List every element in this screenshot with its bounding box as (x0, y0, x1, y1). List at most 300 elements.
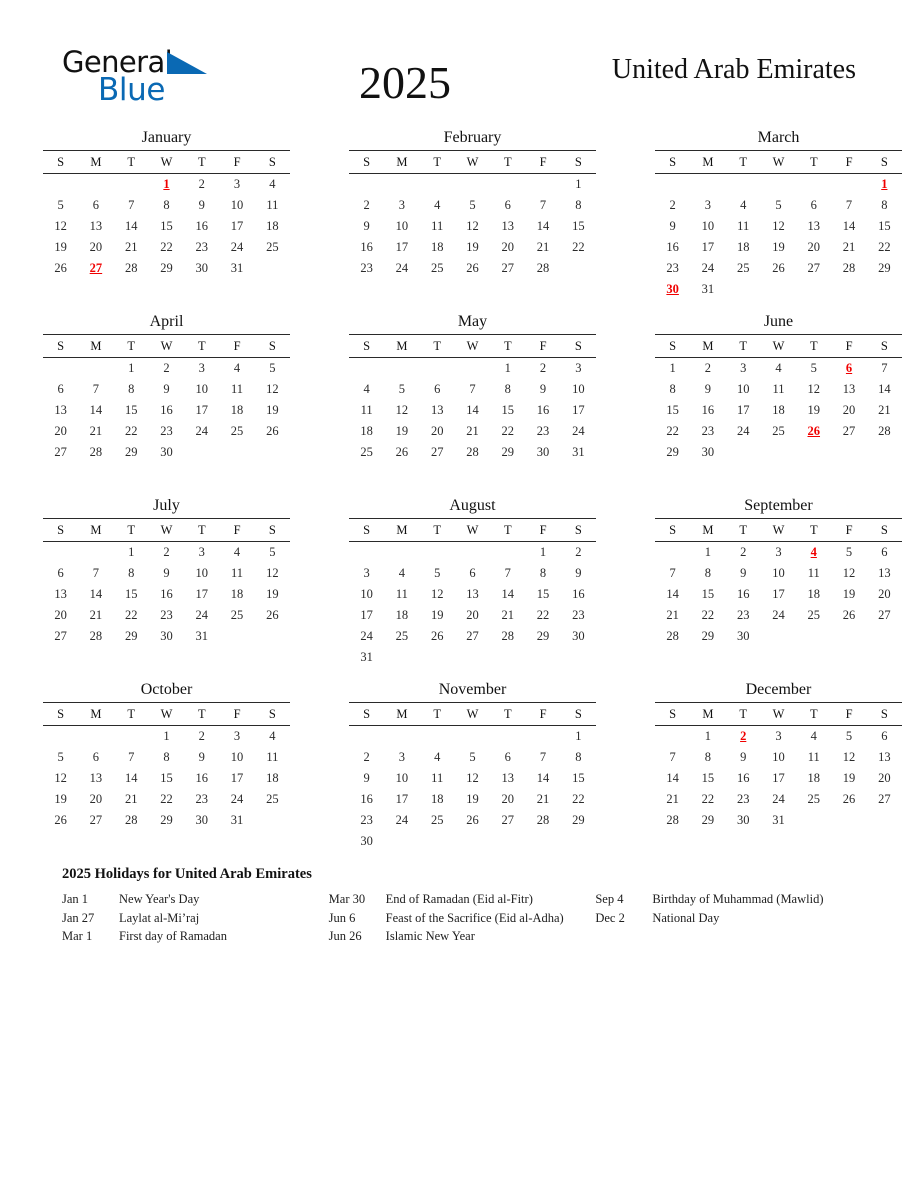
day-cell[interactable]: 6 (57, 382, 64, 396)
day-cell[interactable]: 23 (360, 813, 373, 827)
day-cell[interactable]: 2 (198, 177, 205, 191)
day-cell[interactable]: 23 (160, 608, 173, 622)
day-cell[interactable]: 4 (740, 198, 747, 212)
day-cell[interactable]: 7 (539, 198, 547, 212)
day-cell[interactable]: 24 (701, 261, 715, 275)
day-cell[interactable]: 6 (92, 750, 100, 764)
day-cell[interactable]: 24 (230, 792, 244, 806)
day-cell[interactable]: 19 (807, 403, 821, 417)
day-cell[interactable]: 3 (198, 545, 205, 559)
day-cell[interactable]: 7 (92, 566, 100, 580)
day-cell[interactable]: 5 (469, 750, 476, 764)
day-cell[interactable]: 4 (233, 361, 241, 375)
day-cell[interactable]: 14 (666, 587, 679, 601)
day-cell[interactable]: 5 (434, 566, 441, 580)
day-cell[interactable]: 11 (807, 566, 820, 580)
day-cell[interactable]: 18 (430, 792, 444, 806)
day-cell[interactable]: 16 (736, 771, 750, 785)
day-cell-holiday[interactable]: 27 (89, 261, 103, 275)
day-cell[interactable]: 5 (775, 198, 782, 212)
day-cell[interactable]: 25 (266, 240, 279, 254)
day-cell[interactable]: 20 (466, 608, 479, 622)
day-cell[interactable]: 16 (195, 771, 209, 785)
day-cell[interactable]: 19 (395, 424, 409, 438)
day-cell[interactable]: 2 (198, 729, 205, 743)
day-cell[interactable]: 22 (160, 240, 173, 254)
day-cell[interactable]: 11 (266, 198, 279, 212)
day-cell[interactable]: 25 (807, 792, 821, 806)
day-cell-holiday[interactable]: 4 (810, 545, 817, 559)
day-cell[interactable]: 19 (842, 771, 856, 785)
day-cell[interactable]: 20 (54, 608, 67, 622)
day-cell[interactable]: 23 (160, 424, 173, 438)
day-cell[interactable]: 7 (128, 750, 135, 764)
day-cell[interactable]: 24 (360, 629, 373, 643)
day-cell[interactable]: 11 (395, 587, 408, 601)
day-cell[interactable]: 13 (54, 403, 67, 417)
day-cell[interactable]: 17 (572, 403, 585, 417)
day-cell[interactable]: 1 (704, 729, 712, 743)
day-cell[interactable]: 29 (701, 813, 715, 827)
day-cell[interactable]: 23 (666, 261, 679, 275)
day-cell[interactable]: 17 (360, 608, 373, 622)
day-cell[interactable]: 26 (772, 261, 785, 275)
day-cell[interactable]: 26 (466, 261, 479, 275)
day-cell[interactable]: 11 (231, 382, 244, 396)
day-cell[interactable]: 18 (266, 219, 279, 233)
day-cell[interactable]: 25 (395, 629, 409, 643)
day-cell[interactable]: 7 (539, 750, 547, 764)
day-cell[interactable]: 17 (772, 771, 785, 785)
day-cell[interactable]: 15 (124, 403, 138, 417)
day-cell[interactable]: 18 (807, 771, 821, 785)
day-cell[interactable]: 26 (430, 629, 444, 643)
day-cell[interactable]: 2 (669, 198, 676, 212)
day-cell-holiday[interactable]: 26 (807, 424, 821, 438)
day-cell[interactable]: 26 (266, 608, 279, 622)
day-cell[interactable]: 24 (195, 424, 209, 438)
day-cell[interactable]: 20 (501, 240, 515, 254)
day-cell[interactable]: 19 (466, 792, 479, 806)
day-cell[interactable]: 10 (395, 771, 409, 785)
day-cell[interactable]: 29 (160, 261, 173, 275)
day-cell[interactable]: 15 (160, 771, 173, 785)
day-cell[interactable]: 30 (736, 629, 750, 643)
day-cell[interactable]: 21 (842, 240, 856, 254)
day-cell[interactable]: 20 (89, 240, 103, 254)
day-cell[interactable]: 10 (360, 587, 373, 601)
day-cell[interactable]: 19 (54, 240, 67, 254)
day-cell[interactable]: 18 (772, 403, 785, 417)
day-cell[interactable]: 10 (230, 750, 244, 764)
day-cell[interactable]: 21 (466, 424, 479, 438)
day-cell[interactable]: 27 (501, 261, 515, 275)
day-cell[interactable]: 17 (772, 587, 785, 601)
day-cell[interactable]: 27 (54, 445, 67, 459)
day-cell[interactable]: 27 (878, 792, 891, 806)
day-cell[interactable]: 21 (501, 608, 515, 622)
day-cell[interactable]: 13 (430, 403, 444, 417)
day-cell[interactable]: 11 (431, 219, 444, 233)
day-cell[interactable]: 26 (842, 608, 856, 622)
day-cell[interactable]: 3 (233, 729, 241, 743)
day-cell[interactable]: 10 (701, 219, 715, 233)
day-cell[interactable]: 9 (669, 219, 676, 233)
day-cell[interactable]: 15 (701, 771, 715, 785)
day-cell[interactable]: 12 (842, 566, 856, 580)
day-cell[interactable]: 22 (501, 424, 515, 438)
day-cell[interactable]: 17 (230, 771, 244, 785)
day-cell[interactable]: 18 (230, 403, 244, 417)
day-cell[interactable]: 22 (536, 608, 550, 622)
day-cell[interactable]: 11 (431, 771, 444, 785)
day-cell[interactable]: 6 (469, 566, 476, 580)
day-cell[interactable]: 20 (54, 424, 67, 438)
day-cell[interactable]: 23 (195, 240, 209, 254)
day-cell[interactable]: 21 (124, 240, 138, 254)
day-cell[interactable]: 22 (701, 792, 715, 806)
day-cell[interactable]: 1 (704, 545, 712, 559)
day-cell[interactable]: 7 (504, 566, 511, 580)
day-cell[interactable]: 2 (163, 545, 170, 559)
day-cell[interactable]: 28 (124, 261, 138, 275)
day-cell-holiday[interactable]: 6 (845, 361, 853, 375)
day-cell[interactable]: 15 (501, 403, 515, 417)
day-cell[interactable]: 19 (466, 240, 479, 254)
day-cell[interactable]: 29 (124, 445, 138, 459)
day-cell[interactable]: 13 (501, 771, 515, 785)
day-cell[interactable]: 7 (845, 198, 853, 212)
day-cell[interactable]: 15 (878, 219, 891, 233)
day-cell[interactable]: 30 (160, 445, 173, 459)
day-cell[interactable]: 13 (89, 219, 103, 233)
day-cell[interactable]: 15 (124, 587, 138, 601)
day-cell[interactable]: 4 (810, 729, 817, 743)
day-cell[interactable]: 10 (395, 219, 409, 233)
day-cell[interactable]: 19 (266, 403, 279, 417)
day-cell[interactable]: 10 (230, 198, 244, 212)
day-cell[interactable]: 3 (775, 545, 782, 559)
day-cell[interactable]: 14 (124, 219, 138, 233)
day-cell[interactable]: 21 (89, 424, 103, 438)
day-cell[interactable]: 24 (772, 792, 785, 806)
day-cell[interactable]: 28 (124, 813, 138, 827)
day-cell[interactable]: 25 (266, 792, 279, 806)
day-cell[interactable]: 13 (54, 587, 67, 601)
day-cell[interactable]: 25 (772, 424, 785, 438)
day-cell[interactable]: 9 (198, 198, 205, 212)
day-cell[interactable]: 28 (536, 813, 550, 827)
day-cell[interactable]: 31 (360, 650, 373, 664)
day-cell[interactable]: 19 (54, 792, 67, 806)
day-cell[interactable]: 12 (807, 382, 821, 396)
day-cell[interactable]: 20 (89, 792, 103, 806)
day-cell[interactable]: 8 (704, 750, 712, 764)
day-cell[interactable]: 25 (736, 261, 750, 275)
day-cell[interactable]: 14 (536, 219, 550, 233)
day-cell[interactable]: 14 (124, 771, 138, 785)
day-cell[interactable]: 15 (536, 587, 550, 601)
day-cell[interactable]: 3 (704, 198, 712, 212)
day-cell[interactable]: 5 (57, 750, 64, 764)
day-cell[interactable]: 8 (704, 566, 712, 580)
day-cell[interactable]: 10 (195, 566, 209, 580)
day-cell[interactable]: 12 (266, 566, 279, 580)
day-cell[interactable]: 8 (504, 382, 511, 396)
day-cell-holiday[interactable]: 1 (881, 177, 888, 191)
day-cell[interactable]: 18 (395, 608, 409, 622)
day-cell[interactable]: 21 (878, 403, 891, 417)
day-cell[interactable]: 13 (89, 771, 103, 785)
day-cell[interactable]: 18 (266, 771, 279, 785)
day-cell[interactable]: 30 (360, 834, 373, 848)
day-cell[interactable]: 7 (469, 382, 476, 396)
day-cell[interactable]: 22 (878, 240, 891, 254)
day-cell[interactable]: 4 (269, 177, 276, 191)
day-cell[interactable]: 9 (363, 219, 370, 233)
day-cell[interactable]: 31 (701, 282, 715, 296)
day-cell[interactable]: 3 (740, 361, 747, 375)
day-cell[interactable]: 24 (395, 261, 409, 275)
day-cell[interactable]: 8 (128, 566, 135, 580)
day-cell[interactable]: 18 (736, 240, 750, 254)
day-cell[interactable]: 23 (360, 261, 373, 275)
day-cell[interactable]: 2 (740, 545, 747, 559)
day-cell[interactable]: 16 (195, 219, 209, 233)
day-cell[interactable]: 27 (842, 424, 856, 438)
day-cell[interactable]: 5 (269, 361, 276, 375)
day-cell[interactable]: 12 (466, 771, 479, 785)
day-cell[interactable]: 9 (740, 566, 747, 580)
day-cell[interactable]: 20 (878, 587, 891, 601)
day-cell[interactable]: 8 (128, 382, 135, 396)
day-cell[interactable]: 6 (434, 382, 441, 396)
general-blue-logo[interactable] (62, 42, 214, 112)
day-cell[interactable]: 28 (501, 629, 515, 643)
day-cell[interactable]: 15 (572, 219, 585, 233)
day-cell[interactable]: 27 (430, 445, 444, 459)
day-cell[interactable]: 8 (669, 382, 676, 396)
day-cell[interactable]: 30 (536, 445, 550, 459)
day-cell[interactable]: 9 (198, 750, 205, 764)
day-cell[interactable]: 2 (539, 361, 547, 375)
day-cell[interactable]: 23 (736, 608, 750, 622)
day-cell[interactable]: 12 (772, 219, 785, 233)
day-cell[interactable]: 7 (128, 198, 135, 212)
day-cell[interactable]: 30 (736, 813, 750, 827)
day-cell[interactable]: 30 (195, 261, 209, 275)
day-cell[interactable]: 20 (430, 424, 444, 438)
day-cell[interactable]: 6 (881, 545, 888, 559)
day-cell[interactable]: 1 (128, 361, 135, 375)
day-cell[interactable]: 17 (195, 587, 209, 601)
day-cell[interactable]: 25 (807, 608, 821, 622)
day-cell[interactable]: 19 (266, 587, 279, 601)
day-cell[interactable]: 17 (701, 240, 715, 254)
day-cell[interactable]: 10 (772, 566, 785, 580)
day-cell[interactable]: 6 (504, 198, 511, 212)
day-cell[interactable]: 1 (575, 729, 582, 743)
day-cell[interactable]: 14 (89, 403, 103, 417)
day-cell[interactable]: 21 (666, 608, 679, 622)
day-cell[interactable]: 1 (669, 361, 676, 375)
day-cell[interactable]: 13 (878, 566, 891, 580)
day-cell[interactable]: 17 (230, 219, 244, 233)
day-cell[interactable]: 5 (469, 198, 476, 212)
day-cell[interactable]: 25 (230, 608, 244, 622)
day-cell[interactable]: 3 (398, 750, 406, 764)
day-cell[interactable]: 16 (160, 403, 173, 417)
day-cell[interactable]: 19 (842, 587, 856, 601)
day-cell[interactable]: 4 (363, 382, 370, 396)
day-cell[interactable]: 10 (772, 750, 785, 764)
day-cell[interactable]: 3 (775, 729, 782, 743)
day-cell[interactable]: 16 (736, 587, 750, 601)
day-cell[interactable]: 2 (704, 361, 712, 375)
day-cell[interactable]: 2 (363, 750, 370, 764)
day-cell[interactable]: 17 (195, 403, 209, 417)
day-cell[interactable]: 25 (360, 445, 373, 459)
day-cell[interactable]: 29 (160, 813, 173, 827)
day-cell[interactable]: 25 (430, 261, 444, 275)
day-cell[interactable]: 16 (666, 240, 679, 254)
day-cell[interactable]: 4 (434, 750, 441, 764)
day-cell[interactable]: 14 (878, 382, 891, 396)
day-cell[interactable]: 13 (807, 219, 821, 233)
day-cell[interactable]: 31 (230, 261, 244, 275)
day-cell[interactable]: 22 (572, 792, 585, 806)
day-cell[interactable]: 15 (701, 587, 715, 601)
day-cell[interactable]: 26 (54, 261, 67, 275)
day-cell[interactable]: 31 (772, 813, 785, 827)
day-cell[interactable]: 23 (572, 608, 585, 622)
day-cell[interactable]: 8 (539, 566, 547, 580)
day-cell[interactable]: 29 (124, 629, 138, 643)
day-cell[interactable]: 30 (195, 813, 209, 827)
day-cell[interactable]: 3 (198, 361, 205, 375)
day-cell[interactable]: 20 (878, 771, 891, 785)
day-cell[interactable]: 29 (536, 629, 550, 643)
day-cell[interactable]: 28 (666, 813, 679, 827)
day-cell[interactable]: 19 (430, 608, 444, 622)
day-cell[interactable]: 9 (163, 382, 170, 396)
day-cell-holiday[interactable]: 1 (163, 177, 170, 191)
day-cell[interactable]: 9 (363, 771, 370, 785)
day-cell[interactable]: 22 (666, 424, 679, 438)
day-cell[interactable]: 28 (878, 424, 891, 438)
day-cell[interactable]: 21 (89, 608, 103, 622)
day-cell[interactable]: 25 (230, 424, 244, 438)
day-cell[interactable]: 28 (666, 629, 679, 643)
day-cell[interactable]: 18 (807, 587, 821, 601)
day-cell[interactable]: 9 (740, 750, 747, 764)
day-cell[interactable]: 4 (434, 198, 441, 212)
day-cell[interactable]: 16 (160, 587, 173, 601)
day-cell[interactable]: 12 (266, 382, 279, 396)
day-cell[interactable]: 9 (539, 382, 547, 396)
day-cell[interactable]: 8 (575, 198, 582, 212)
day-cell[interactable]: 7 (669, 750, 676, 764)
day-cell[interactable]: 14 (89, 587, 103, 601)
day-cell[interactable]: 20 (807, 240, 821, 254)
day-cell[interactable]: 2 (163, 361, 170, 375)
day-cell[interactable]: 26 (395, 445, 409, 459)
day-cell[interactable]: 27 (501, 813, 515, 827)
day-cell[interactable]: 9 (575, 566, 582, 580)
day-cell[interactable]: 12 (54, 219, 67, 233)
day-cell[interactable]: 23 (195, 792, 209, 806)
day-cell[interactable]: 27 (807, 261, 821, 275)
day-cell[interactable]: 20 (501, 792, 515, 806)
day-cell[interactable]: 4 (398, 566, 406, 580)
day-cell[interactable]: 16 (536, 403, 550, 417)
day-cell[interactable]: 22 (572, 240, 585, 254)
day-cell[interactable]: 27 (89, 813, 103, 827)
day-cell[interactable]: 9 (704, 382, 712, 396)
day-cell[interactable]: 6 (881, 729, 888, 743)
day-cell[interactable]: 26 (842, 792, 856, 806)
day-cell[interactable]: 13 (501, 219, 515, 233)
day-cell[interactable]: 29 (501, 445, 515, 459)
day-cell[interactable]: 27 (54, 629, 67, 643)
day-cell[interactable]: 14 (666, 771, 679, 785)
day-cell[interactable]: 1 (539, 545, 547, 559)
day-cell-holiday[interactable]: 2 (740, 729, 747, 743)
day-cell[interactable]: 11 (772, 382, 785, 396)
day-cell[interactable]: 6 (92, 198, 100, 212)
day-cell[interactable]: 5 (810, 361, 817, 375)
day-cell[interactable]: 1 (575, 177, 582, 191)
day-cell[interactable]: 3 (575, 361, 582, 375)
day-cell-holiday[interactable]: 30 (666, 282, 679, 296)
day-cell[interactable]: 16 (360, 792, 373, 806)
day-cell[interactable]: 11 (231, 566, 244, 580)
day-cell[interactable]: 15 (572, 771, 585, 785)
day-cell[interactable]: 19 (772, 240, 785, 254)
day-cell[interactable]: 25 (430, 813, 444, 827)
day-cell[interactable]: 29 (572, 813, 585, 827)
day-cell[interactable]: 1 (128, 545, 135, 559)
day-cell[interactable]: 7 (881, 361, 888, 375)
day-cell[interactable]: 22 (124, 608, 138, 622)
day-cell[interactable]: 17 (736, 403, 750, 417)
day-cell[interactable]: 7 (669, 566, 676, 580)
day-cell[interactable]: 28 (89, 445, 103, 459)
day-cell[interactable]: 17 (395, 792, 409, 806)
day-cell[interactable]: 7 (92, 382, 100, 396)
day-cell[interactable]: 1 (504, 361, 511, 375)
day-cell[interactable]: 13 (466, 587, 479, 601)
day-cell[interactable]: 6 (57, 566, 64, 580)
day-cell[interactable]: 24 (572, 424, 585, 438)
day-cell[interactable]: 26 (54, 813, 67, 827)
day-cell[interactable]: 21 (124, 792, 138, 806)
day-cell[interactable]: 30 (572, 629, 585, 643)
day-cell[interactable]: 11 (737, 219, 750, 233)
day-cell[interactable]: 5 (57, 198, 64, 212)
day-cell[interactable]: 10 (195, 382, 209, 396)
day-cell[interactable]: 5 (269, 545, 276, 559)
day-cell[interactable]: 24 (772, 608, 785, 622)
day-cell[interactable]: 22 (701, 608, 715, 622)
day-cell[interactable]: 12 (466, 219, 479, 233)
day-cell[interactable]: 14 (536, 771, 550, 785)
day-cell[interactable]: 8 (575, 750, 582, 764)
day-cell[interactable]: 2 (363, 198, 370, 212)
day-cell[interactable]: 2 (575, 545, 582, 559)
day-cell[interactable]: 6 (504, 750, 511, 764)
day-cell[interactable]: 23 (701, 424, 715, 438)
